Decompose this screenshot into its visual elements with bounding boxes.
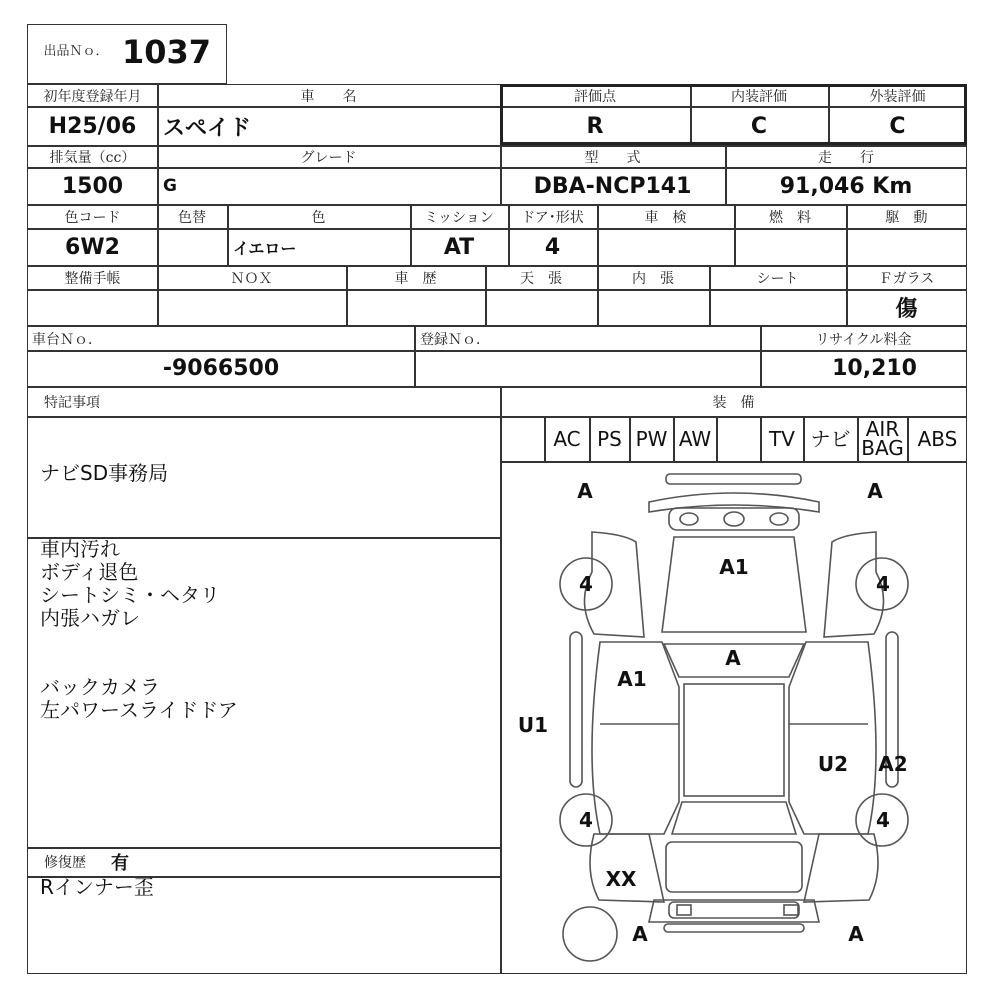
chassis-label: 車台Ｎｏ． (32, 331, 102, 348)
notes-top: ナビSD事務局 (40, 461, 169, 485)
repaint-label: 色替 (178, 209, 206, 226)
equip-aw: AW (678, 426, 712, 451)
mark-tire-rr: 4 (876, 808, 890, 832)
equip-abs: ABS (917, 426, 958, 451)
nox-label: ＮＯＸ (230, 270, 273, 287)
car-diagram (514, 462, 954, 974)
equip-blank-1 (501, 417, 544, 461)
repaint-value (157, 229, 227, 265)
transmission-value: AT (443, 234, 475, 260)
seat-label: シート (756, 270, 799, 287)
interior-roof-label: 内 張 (632, 270, 674, 287)
equip-pw: PW (635, 426, 668, 451)
grade-label: グレード (300, 149, 357, 166)
lot-label: 出品Ｎｏ． (43, 43, 109, 59)
glass-label: Ｆガラス (878, 270, 935, 287)
repair-label: 修復歴 (44, 855, 86, 871)
exterior-label: 外装評価 (869, 89, 926, 105)
exterior-value: C (889, 113, 906, 139)
maintenance-label: 整備手帳 (64, 270, 121, 287)
grade-value: G (163, 176, 177, 196)
fuel-label: 燃 料 (769, 209, 811, 226)
recycle-value: 10,210 (832, 356, 917, 381)
mark-trunk: XX (605, 867, 637, 891)
equipment-label: 装 備 (712, 395, 755, 411)
mark-tire-fr: 4 (876, 572, 890, 596)
score-value: R (586, 113, 604, 139)
reg-no-value (414, 351, 760, 386)
color-code-value: 6W2 (65, 234, 120, 260)
color-value: イエロー (233, 238, 297, 258)
lot-number: 1037 (122, 33, 212, 71)
mark-rear-right: A (848, 922, 864, 946)
mark-tire-fl: 4 (579, 572, 593, 596)
equip-airbag: AIR BAG (861, 417, 904, 460)
transmission-label: ミッション (424, 209, 494, 226)
displacement-label: 排気量（cc） (49, 149, 136, 166)
mark-right-rear: A2 (878, 752, 908, 776)
car-name-label: 車 名 (300, 89, 357, 105)
displacement-value: 1500 (61, 173, 124, 199)
mark-front-right: A (867, 479, 883, 503)
mark-right-side: U2 (817, 752, 849, 776)
equip-ac: AC (553, 426, 581, 451)
mileage-label: 走 行 (818, 149, 874, 166)
fuel-value (734, 229, 846, 265)
mark-rear-left: A (632, 922, 648, 946)
glass-value: 傷 (895, 296, 918, 322)
inspection-label: 車 検 (644, 209, 687, 226)
model-value: DBA-NCP141 (533, 173, 692, 199)
repair-value: 有 (111, 853, 129, 874)
equip-ps: PS (597, 426, 622, 451)
history-label: 車 歴 (394, 270, 437, 287)
interior-value: C (750, 113, 768, 139)
mileage-value: 91,046 Km (779, 173, 913, 199)
drive-value (846, 229, 967, 265)
color-label: 色 (311, 209, 326, 226)
inspection-value (597, 229, 734, 265)
mark-roof-front: A (725, 646, 741, 670)
sunroof-label: 天 張 (520, 270, 562, 287)
mark-left-rocker: U1 (517, 713, 549, 737)
color-code-label: 色コード (64, 209, 121, 226)
first-reg-value: H25/06 (48, 113, 137, 139)
car-name-value: スペイド (163, 115, 252, 141)
interior-label: 内装評価 (731, 89, 787, 105)
equip-navi: ナビ (810, 426, 851, 451)
mark-tire-rl: 4 (579, 808, 593, 832)
notes-label: 特記事項 (44, 395, 100, 411)
repair-note: Rインナー歪 (40, 875, 154, 899)
doors-label: ドア･形状 (521, 209, 584, 226)
mark-front-left: A (577, 479, 593, 503)
recycle-label: リサイクル料金 (815, 331, 912, 348)
mark-hood: A1 (719, 555, 749, 579)
notes-bottom: 車内汚れ ボディ退色 シートシミ・ヘタリ 内張ハガレ バックカメラ 左パワースライドドア (40, 537, 238, 722)
first-reg-label: 初年度登録年月 (43, 89, 142, 105)
model-label: 型 式 (584, 149, 641, 166)
equip-blank-2 (717, 417, 760, 461)
reg-no-label: 登録Ｎｏ． (420, 331, 490, 348)
chassis-value: -9066500 (162, 356, 280, 381)
doors-value: 4 (544, 234, 561, 260)
mark-left-side: A1 (617, 667, 647, 691)
drive-label: 駆 動 (885, 209, 928, 226)
equip-tv: TV (769, 426, 795, 451)
score-label: 評価点 (574, 89, 616, 105)
